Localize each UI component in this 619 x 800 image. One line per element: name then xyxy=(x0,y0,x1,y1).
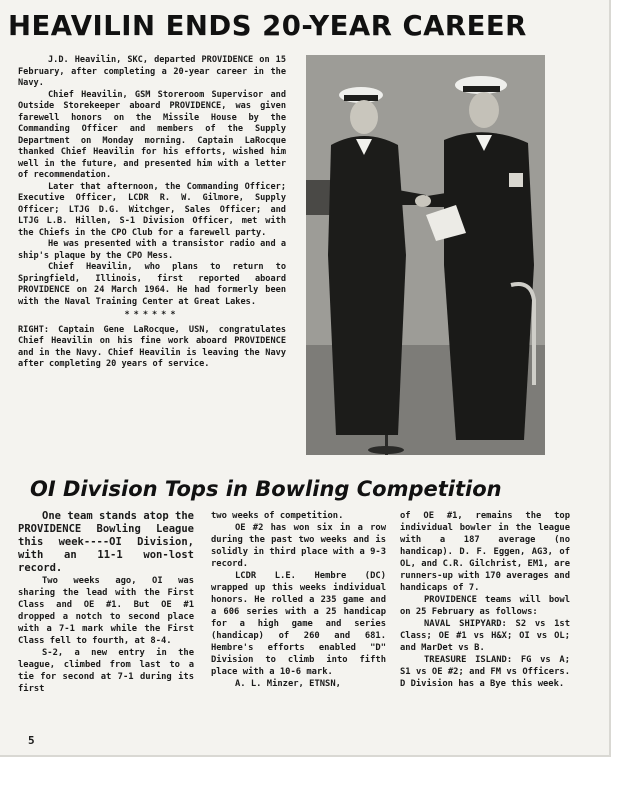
bowling-paragraph: One team stands atop the PROVIDENCE Bowling League this week----OI Division, with an 11-1 won-lost record. xyxy=(18,510,194,574)
headline: HEAVILIN ENDS 20-YEAR CAREER xyxy=(8,10,527,42)
photo-caption: RIGHT: Captain Gene LaRocque, USN, congratulates Chief Heavilin on his fine work aboard PROVIDENCE and in the Navy. Chief Heavilin is leaving the Navy after completing 20 years of service. xyxy=(18,324,286,369)
bowling-article-title: OI Division Tops in Bowling Competition xyxy=(30,477,502,501)
bowling-column-2 xyxy=(211,510,386,690)
bowling-paragraph: two weeks of competition. xyxy=(211,511,344,521)
bowling-paragraph: A. L. Minzer, ETNSN, xyxy=(235,679,341,689)
bowling-paragraph: Two weeks ago, OI was sharing the lead with the First Class and OE #1. But OE #1 dropped a notch to second place with a 7-1 mark while the First Class fell to fourth, at 8-4. xyxy=(18,576,194,646)
article-paragraph: He was presented with a transistor radio and a ship's plaque by the CPO Mess. xyxy=(18,239,286,261)
bowling-column-1 xyxy=(18,510,194,695)
section-separator: ****** xyxy=(124,310,180,320)
article-paragraph: J.D. Heavilin, SKC, departed PROVIDENCE on 15 February, after completing a 20-year career in the Navy. xyxy=(18,55,286,88)
handshake-photo xyxy=(306,55,545,455)
bowling-paragraph: LCDR L.E. Hembre (DC) wrapped up this weeks individual honors. He rolled a 235 game and a 606 series with a 25 handicap for a high game and series (handicap) of 260 and 681. Hembre's efforts enabled "D" Division to climb into fifth place with a 10-6 mark. xyxy=(211,571,386,677)
bowling-paragraph: PROVIDENCE teams will bowl on 25 February as follows: xyxy=(400,595,570,617)
bowling-paragraph: OE #2 has won six in a row during the past two weeks and is solidly in third place with a 9-3 record. xyxy=(211,523,386,569)
bowling-paragraph: NAVAL SHIPYARD: S2 vs 1st Class; OE #1 vs H&X; OI vs OL; and MarDet vs B. xyxy=(400,619,570,653)
page-number: 5 xyxy=(28,734,35,747)
article-paragraph: Later that afternoon, the Commanding Officer; Executive Officer, LCDR R. W. Gilmore, Supply Officer; LTJG D.G. Witchger, Sales Officer; and LTJG L.B. Hillen, S-1 Division Officer, met with the Chiefs in the CPO Club for a farewell party. xyxy=(18,181,286,238)
article-paragraph: Chief Heavilin, GSM Storeroom Supervisor and Outside Storekeeper aboard PROVIDENCE, was given farewell honors on the Missile House by the Commanding Officer and members of the Supply Department on Monday morning. Captain LaRocque thanked Chief Heavilin for his efforts, wished him well in the future, and presented him with a letter of recommendation. xyxy=(18,89,286,180)
handshake-photo-illustration xyxy=(306,55,545,455)
bowling-paragraph: TREASURE ISLAND: FG vs A; S1 vs OE #2; and FM vs Officers. D Division has a Bye this week. xyxy=(400,655,570,689)
article-paragraph: Chief Heavilin, who plans to return to Springfield, Illinois, first reported aboard PROVIDENCE on 24 March 1964. He had formerly been with the Naval Training Center at Great Lakes. xyxy=(18,262,286,307)
article-heavilin xyxy=(18,55,286,371)
bowling-paragraph: S-2, a new entry in the league, climbed from last to a tie for second at 7-1 during its first xyxy=(18,648,194,694)
bowling-paragraph: of OE #1, remains the top individual bowler in the league with a 187 average (no handicap). D. F. Eggen, AG3, of OL, and C.R. Gilchrist, EM1, are runners-up with 170 averages and handicaps of 7. xyxy=(400,511,570,593)
bowling-column-3 xyxy=(400,510,570,690)
